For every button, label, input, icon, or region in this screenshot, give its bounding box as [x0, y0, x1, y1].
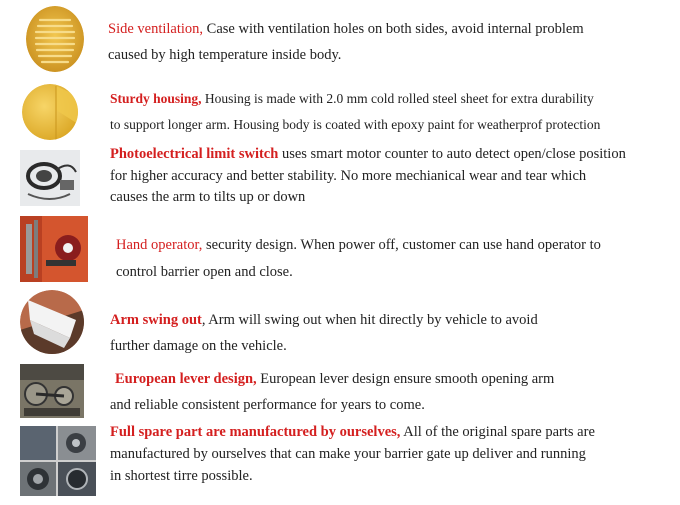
- arm-swing-icon: [20, 290, 84, 354]
- feature-arm-swing: [110, 307, 670, 359]
- feature-text: security design. When power off, customer can use hand operator to: [202, 237, 601, 253]
- feature-text: , Arm will swing out when hit directly by vehicle to avoid: [201, 312, 538, 328]
- feature-text: Case with ventilation holes on both sides, avoid internal problem: [203, 21, 584, 37]
- feature-side-ventilation: [108, 16, 668, 68]
- feature-hand-operator: [116, 232, 676, 286]
- feature-text: European lever design ensure smooth opening arm: [256, 371, 555, 387]
- feature-sturdy-housing: [110, 86, 670, 138]
- feature-text: and reliable consistent performance for years to come.: [110, 397, 425, 413]
- feature-title: Arm swing out: [110, 312, 202, 328]
- feature-text: further damage on the vehicle.: [110, 338, 287, 354]
- feature-title: Photoelectrical limit switch: [110, 146, 279, 162]
- feature-text: Housing is made with 2.0 mm cold rolled steel sheet for extra durability: [201, 91, 594, 106]
- feature-text: caused by high temperature inside body.: [108, 47, 342, 63]
- limit-switch-icon: [20, 150, 80, 206]
- ventilation-icon: [26, 6, 84, 72]
- feature-title: Hand operator,: [116, 237, 203, 253]
- feature-title: Full spare part are manufactured by ourselves,: [110, 424, 401, 440]
- lever-icon: [20, 364, 84, 418]
- hand-operator-icon: [20, 216, 88, 282]
- factory-icon: [20, 426, 96, 496]
- feature-text: uses smart motor counter to auto detect open/close position: [278, 146, 626, 162]
- feature-text: in shortest tirre possible.: [110, 468, 253, 484]
- feature-text: to support longer arm. Housing body is coated with epoxy paint for weatherprof protection: [110, 117, 601, 132]
- feature-title: Sturdy housing,: [110, 91, 202, 106]
- feature-spare-parts: [110, 421, 640, 487]
- feature-title: European lever design,: [115, 371, 257, 387]
- feature-text: manufactured by ourselves that can make your barrier gate up deliver and running: [110, 446, 586, 462]
- feature-text: for higher accuracy and better stability. No more mechianical wear and tear which: [110, 167, 587, 184]
- feature-lever-design: [110, 366, 670, 418]
- feature-title: Side ventilation,: [108, 21, 204, 37]
- feature-text: All of the original spare parts are: [400, 424, 595, 440]
- feature-limit-switch: [110, 144, 662, 209]
- feature-text: causes the arm to tilts up or down: [110, 189, 306, 205]
- housing-icon: [22, 84, 78, 140]
- feature-text: control barrier open and close.: [116, 264, 293, 280]
